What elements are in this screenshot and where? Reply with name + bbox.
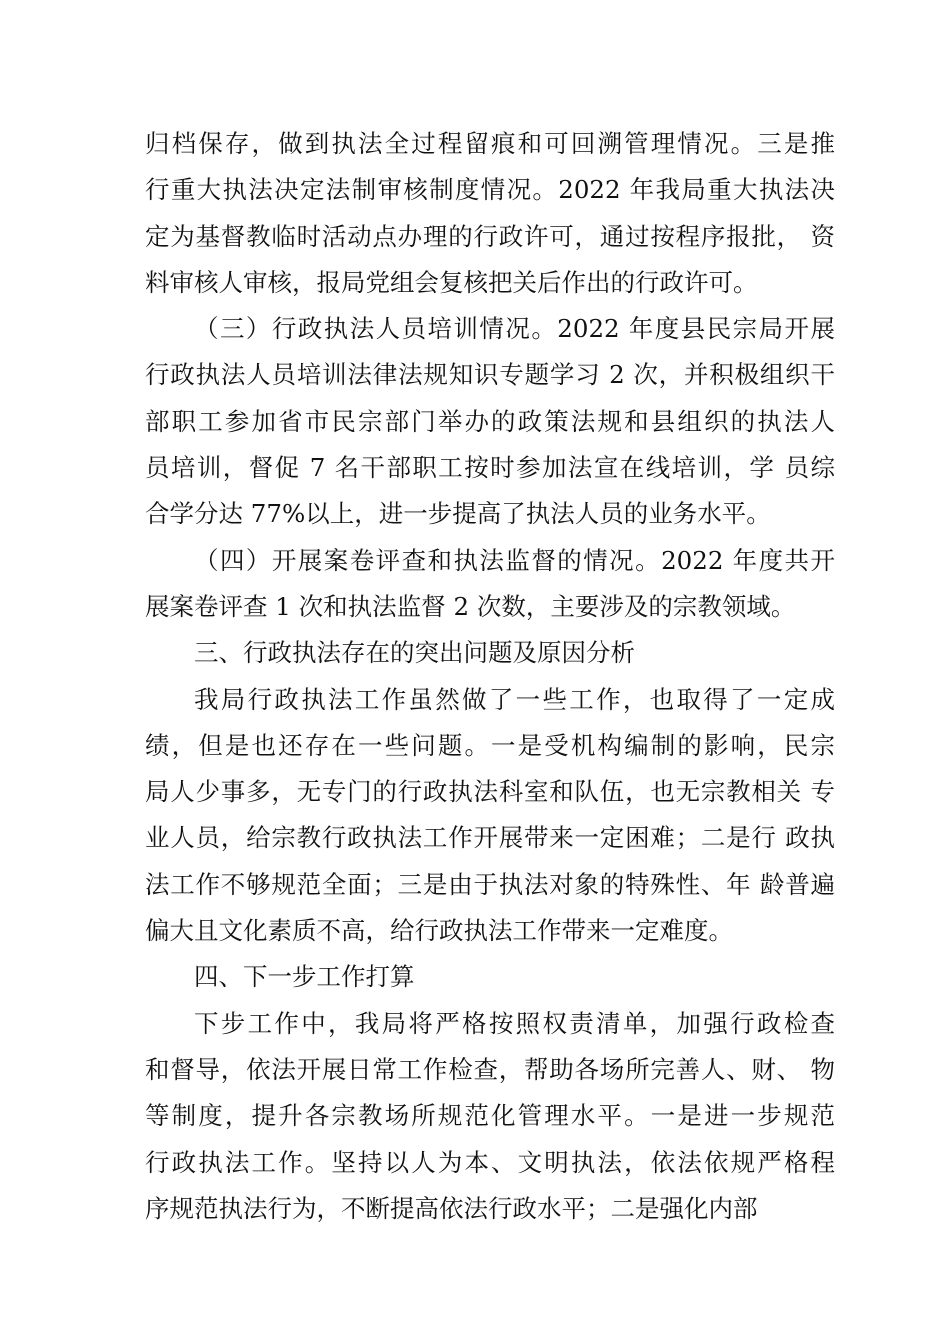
text-line: （四）开展案卷评查和执法监督的情况。2022 年度共开	[194, 545, 835, 575]
text-line: 合学分达 77%以上，进一步提高了执法人员的业务水平。	[145, 499, 771, 529]
text-line: 序规范执法行为，不断提高依法行政水平；二是强化内部	[145, 1193, 758, 1223]
text-line: 业人员，给宗教行政执法工作开展带来一定困难；二是行 政执	[145, 823, 835, 853]
text-line: 三、行政执法存在的突出问题及原因分析	[194, 638, 635, 668]
text-line: （三）行政执法人员培训情况。2022 年度县民宗局开展	[194, 314, 835, 344]
text-line: 局人少事多，无专门的行政执法科室和队伍，也无宗教相关 专	[145, 777, 835, 807]
text-line: 展案卷评查 1 次和执法监督 2 次数，主要涉及的宗教领域。	[145, 591, 796, 621]
text-line: 下步工作中，我局将严格按照权责清单，加强行政检查	[194, 1008, 835, 1038]
text-line: 定为基督教临时活动点办理的行政许可，通过按程序报批， 资	[145, 221, 835, 251]
text-line: 员培训，督促 7 名干部职工按时参加法宣在线培训，学 员综	[145, 453, 835, 483]
text-line: 我局行政执法工作虽然做了一些工作，也取得了一定成	[194, 684, 835, 714]
text-line: 法工作不够规范全面；三是由于执法对象的特殊性、年 龄普遍	[145, 869, 835, 899]
text-line: 四、下一步工作打算	[194, 962, 415, 992]
text-line: 行政执法工作。坚持以人为本、文明执法，依法依规严格程	[145, 1147, 835, 1177]
text-line: 偏大且文化素质不高，给行政执法工作带来一定难度。	[145, 916, 733, 946]
text-line: 等制度，提升各宗教场所规范化管理水平。一是进一步规范	[145, 1101, 835, 1131]
text-line: 和督导，依法开展日常工作检查，帮助各场所完善人、财、 物	[145, 1054, 835, 1084]
text-line: 行政执法人员培训法律法规知识专题学习 2 次，并积极组织干	[145, 360, 835, 390]
document-body	[145, 121, 835, 1232]
text-line: 归档保存，做到执法全过程留痕和可回溯管理情况。三是推	[145, 129, 835, 158]
text-line: 料审核人审核，报局党组会复核把关后作出的行政许可。	[145, 267, 758, 297]
text-line: 部职工参加省市民宗部门举办的政策法规和县组织的执法人	[145, 406, 835, 436]
text-line: 绩，但是也还存在一些问题。一是受机构编制的影响，民宗	[145, 730, 835, 760]
text-line: 行重大执法决定法制审核制度情况。2022 年我局重大执法决	[145, 175, 835, 205]
